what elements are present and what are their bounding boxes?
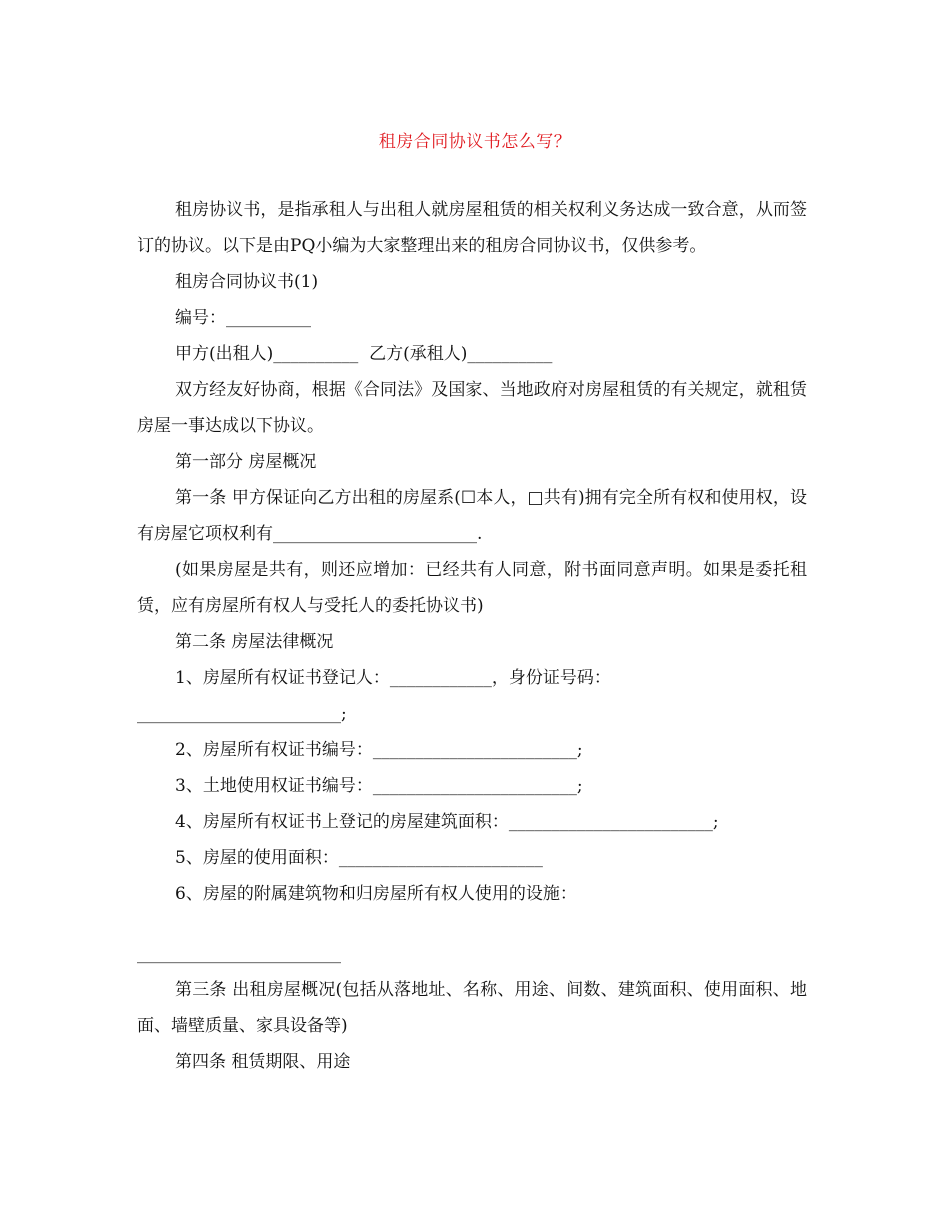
item-3-land-cert-number: 3、土地使用权证书编号：________________________; bbox=[175, 776, 583, 796]
parties-line: 甲方(出租人)__________ 乙方(承租人)__________ bbox=[175, 344, 553, 364]
article-two-heading: 第二条 房屋法律概况 bbox=[175, 632, 334, 652]
article-three: 第三条 出租房屋概况(包括从落地址、名称、用途、间数、建筑面积、使用面积、地面、墙壁质量、家具设备等) bbox=[137, 980, 807, 1036]
intro-paragraph: 租房协议书，是指承租人与出租人就房屋租赁的相关权利义务达成一致合意，从而签订的协议。以下是由PQ小编为大家整理出来的租房合同协议书，仅供参考。 bbox=[137, 200, 807, 256]
item-6-facilities: 6、房屋的附属建筑物和归房屋所有权人使用的设施： bbox=[175, 884, 577, 904]
item-5-usable-area: 5、房屋的使用面积：________________________ bbox=[175, 848, 543, 868]
contract-heading: 租房合同协议书(1) bbox=[175, 272, 319, 292]
item-1-id-number-blank: ________________________; bbox=[137, 704, 347, 724]
spacer bbox=[137, 912, 807, 936]
agreement-preamble: 双方经友好协商，根据《合同法》及国家、当地政府对房屋租赁的有关规定，就租赁房屋一事达成以下协议。 bbox=[137, 380, 807, 436]
section-heading-part-one: 第一部分 房屋概况 bbox=[175, 452, 317, 472]
item-1-registrant: 1、房屋所有权证书登记人：____________，身份证号码： bbox=[175, 668, 611, 688]
item-6-facilities-blank: ________________________ bbox=[137, 944, 341, 964]
item-2-ownership-cert-number: 2、房屋所有权证书编号：________________________; bbox=[175, 740, 583, 760]
document-body bbox=[137, 192, 807, 1080]
item-4-building-area: 4、房屋所有权证书上登记的房屋建筑面积：________________________; bbox=[175, 812, 719, 832]
article-four-heading: 第四条 租赁期限、用途 bbox=[175, 1052, 351, 1072]
article-one-note: (如果房屋是共有，则还应增加：已经共有人同意，附书面同意声明。如果是委托租赁，应有房屋所有权人与受托人的委托协议书) bbox=[137, 560, 807, 616]
contract-number-line: 编号：__________ bbox=[175, 308, 311, 328]
article-one: 第一条 甲方保证向乙方出租的房屋系(☐本人，□共有)拥有完全所有权和使用权，设有房屋它项权利有________________________. bbox=[137, 488, 807, 544]
page-title: 租房合同协议书怎么写？ bbox=[378, 132, 572, 152]
